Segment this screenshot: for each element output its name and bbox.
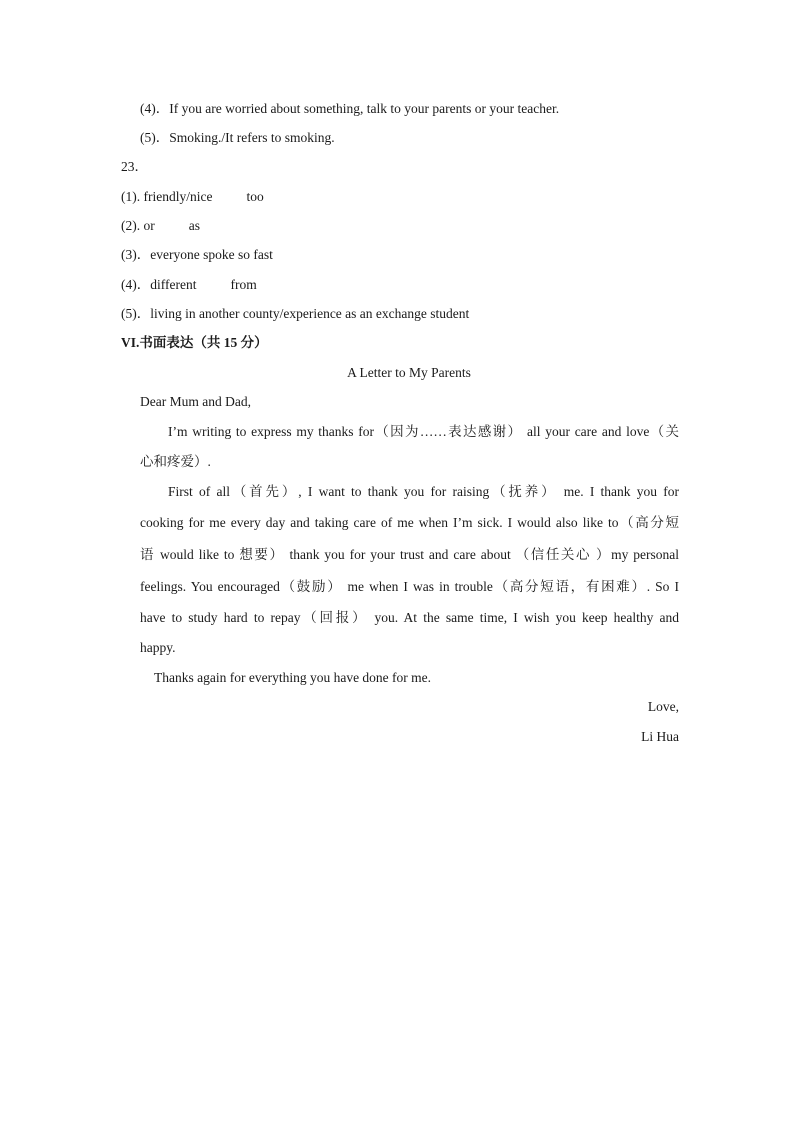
letter-signature: Li Hua xyxy=(641,729,679,744)
paragraph-2-line-6: happy. xyxy=(140,640,176,655)
answer-23-item-3: (3)．everyone spoke so fast xyxy=(121,247,273,262)
answer-23-item-2-part-b: as xyxy=(188,218,200,233)
answer-23-item-4 xyxy=(121,276,257,294)
letter-greeting: Dear Mum and Dad, xyxy=(140,394,251,409)
paragraph-2-line-4: feelings. You encouraged（鼓励） me when I was in trouble（高分短语，有困难）. So I xyxy=(140,579,679,594)
answer-22-item-4: (4)．If you are worried about something, talk to your parents or your teacher. xyxy=(140,101,560,116)
paragraph-1-line-2: 心和疼爱）. xyxy=(140,454,211,469)
answer-23-item-2 xyxy=(121,217,200,235)
answer-22-item-5: (5)．Smoking./It refers to smoking. xyxy=(140,130,335,145)
letter-closing: Love, xyxy=(647,699,679,714)
answer-23-item-4-part-b: from xyxy=(230,277,257,292)
paragraph-2-line-3: 语 would like to 想要） thank you for your trust and care about （信任关心 ）my personal xyxy=(140,547,679,562)
paragraph-1-line-1: I’m writing to express my thanks for（因为……表达感谢） all your care and love（关 xyxy=(168,424,679,439)
paragraph-2-line-5: have to study hard to repay（回报） you. At the same time, I wish you keep healthy and xyxy=(140,610,679,625)
paragraph-2-line-1: First of all（首先）, I want to thank you for raising（抚养） me. I thank you for xyxy=(168,484,679,499)
answer-23-item-1-part-b: too xyxy=(246,189,264,204)
question-number-23: 23． xyxy=(121,159,148,174)
answer-23-item-2-part-a: (2). or xyxy=(121,218,155,233)
paragraph-3: Thanks again for everything you have done for me. xyxy=(154,670,432,685)
paragraph-2-line-2: cooking for me every day and taking care of me when I’m sick. I would also like to（高分短 xyxy=(140,515,679,530)
letter-title: A Letter to My Parents xyxy=(347,365,471,380)
answer-23-item-5: (5)．living in another county/experience as an exchange student xyxy=(121,306,470,321)
answer-23-item-1 xyxy=(121,188,264,206)
answer-23-item-4-part-a: (4)．different xyxy=(121,277,197,292)
answer-23-item-1-part-a: (1). friendly/nice xyxy=(121,189,213,204)
section-heading: VI.书面表达（共 15 分） xyxy=(121,335,268,350)
